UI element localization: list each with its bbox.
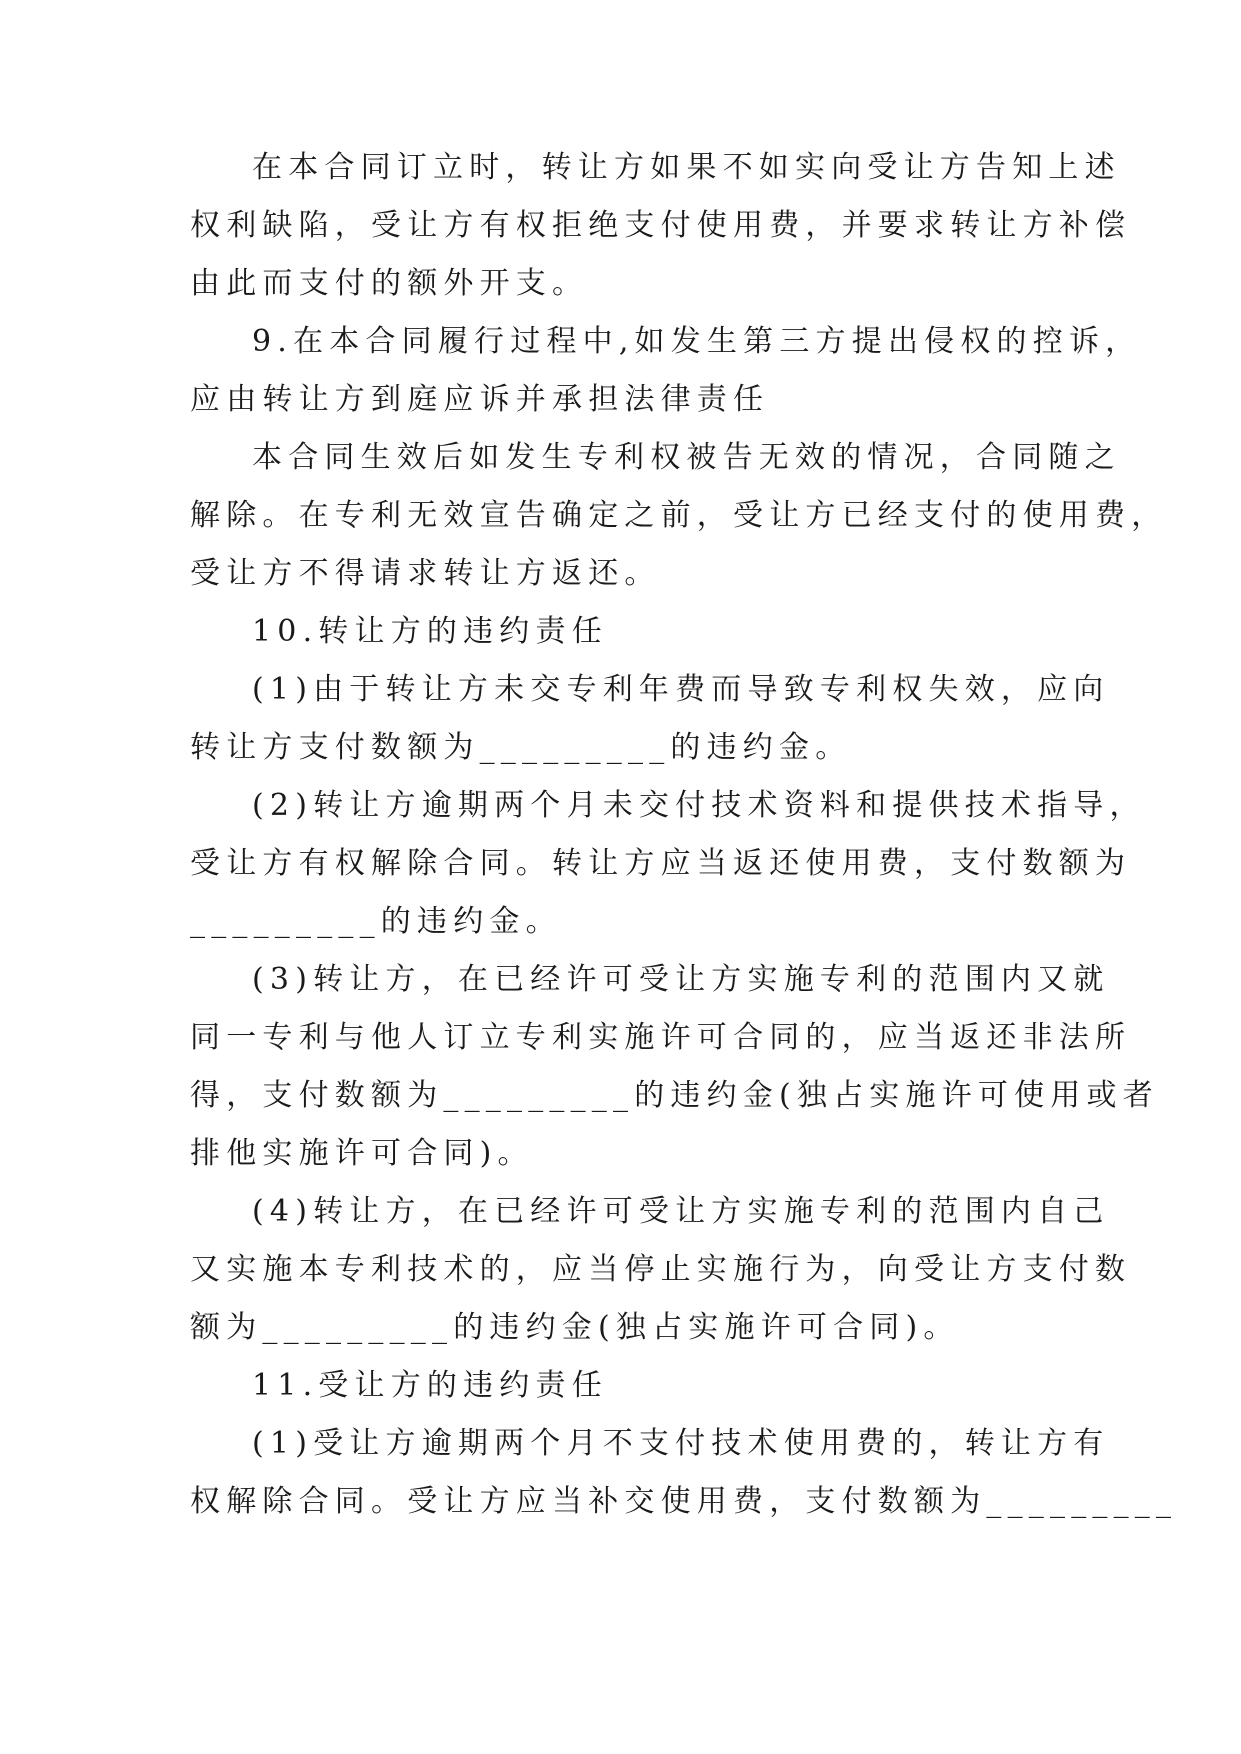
- text-line: 权利缺陷，受让方有权拒绝支付使用费，并要求转让方补偿: [190, 208, 1132, 243]
- text-line: 解除。在专利无效宣告确定之前，受让方已经支付的使用费，: [190, 498, 1168, 533]
- text-line: 又实施本专利技术的，应当停止实施行为，向受让方支付数: [190, 1252, 1132, 1287]
- text-line: 排他实施许可合同)。: [190, 1136, 534, 1171]
- text-line: (4)转让方，在已经许可受让方实施专利的范围内自己: [252, 1194, 1110, 1229]
- text-line: _________的违约金。: [190, 904, 562, 939]
- text-line: (2)转让方逾期两个月未交付技术资料和提供技术指导，: [252, 788, 1146, 823]
- text-line: (3)转让方，在已经许可受让方实施专利的范围内又就: [252, 962, 1110, 997]
- text-line: (1)由于转让方未交专利年费而导致专利权失效，应向: [252, 672, 1110, 707]
- text-line: (1)受让方逾期两个月不支付技术使用费的，转让方有: [252, 1426, 1110, 1461]
- text-line: 受让方不得请求转让方返还。: [190, 556, 661, 591]
- clause-9-heading: 9.在本合同履行过程中,如发生第三方提出侵权的控诉，: [252, 324, 1142, 359]
- text-line: 同一专利与他人订立专利实施许可合同的，应当返还非法所: [190, 1020, 1132, 1055]
- clause-10-heading: 10.转让方的违约责任: [252, 614, 608, 649]
- text-line: 权解除合同。受让方应当补交使用费，支付数额为_________: [190, 1484, 1178, 1519]
- text-line: 得，支付数额为_________的违约金(独占实施许可使用或者: [190, 1078, 1159, 1113]
- text-line: 转让方支付数额为_________的违约金。: [190, 730, 852, 765]
- text-line: 由此而支付的额外开支。: [190, 266, 589, 301]
- text-line: 额为_________的违约金(独占实施许可合同)。: [190, 1310, 960, 1345]
- clause-11-heading: 11.受让方的违约责任: [252, 1368, 608, 1403]
- text-line: 在本合同订立时，转让方如果不如实向受让方告知上述: [252, 150, 1121, 185]
- text-line: 应由转让方到庭应诉并承担法律责任: [190, 382, 770, 417]
- text-line: 本合同生效后如发生专利权被告无效的情况，合同随之: [252, 440, 1121, 475]
- text-line: 受让方有权解除合同。转让方应当返还使用费，支付数额为: [190, 846, 1132, 881]
